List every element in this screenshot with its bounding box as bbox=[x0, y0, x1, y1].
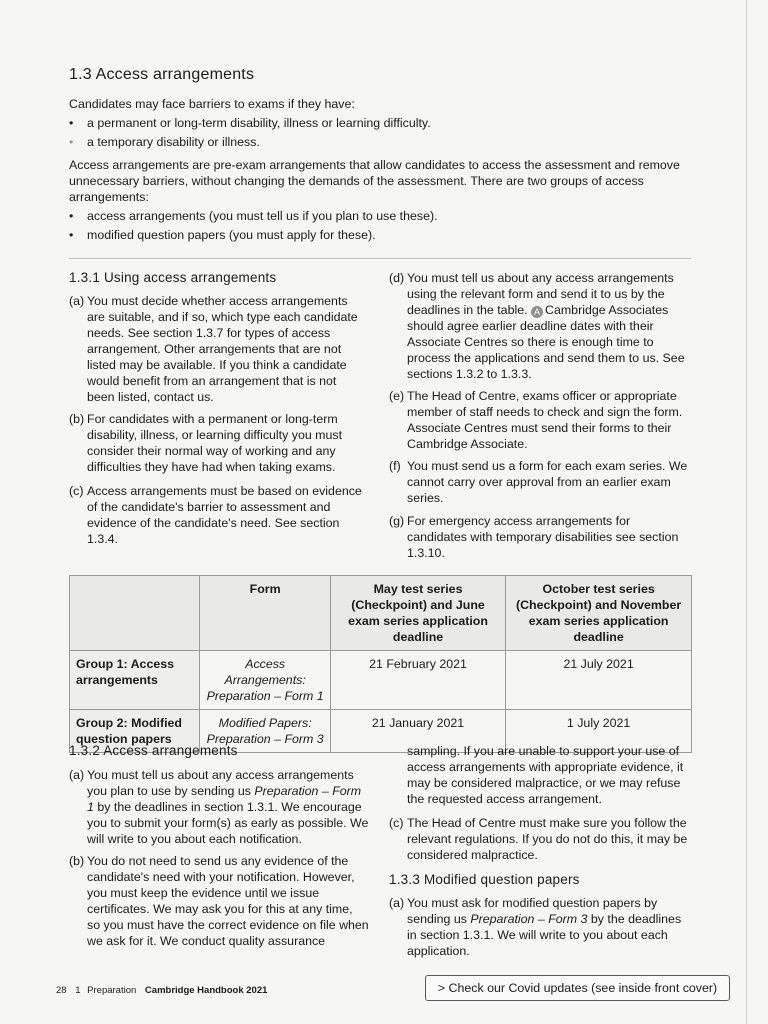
table-cell: 21 July 2021 bbox=[506, 651, 692, 710]
bullet-item: • access arrangements (you must tell us if you plan to use these). bbox=[69, 209, 438, 223]
table-cell: Group 1: Access arrangements bbox=[70, 651, 200, 710]
list-item: (e) The Head of Centre, exams officer or appropriate member of staff needs to check and sign the form. Associate Centres must send their forms to their Cambridge Associate. bbox=[389, 389, 683, 451]
table-header-cell: Form bbox=[200, 576, 330, 651]
list-item: (d) You must tell us about any access arrangements using the relevant form and send it to us by the deadlines in the table. A Cambridge Associates should agree earlier deadline dates with their Associate Centres so there is enough time to process the applications and send them to us. See sections 1.3.2 to 1.3.3. bbox=[389, 271, 685, 381]
table-header-cell: October test series (Checkpoint) and November exam series application deadline bbox=[506, 576, 692, 651]
table-row bbox=[70, 651, 692, 710]
divider bbox=[69, 258, 691, 259]
covid-updates-link[interactable]: > Check our Covid updates (see inside front cover) bbox=[425, 975, 730, 1001]
deadlines-table bbox=[69, 575, 692, 753]
list-item: (c) The Head of Centre must make sure you follow the relevant regulations. If you do not do this, it may be considered malpractice. bbox=[389, 816, 688, 862]
section-title: 1.3 Access arrangements bbox=[69, 66, 255, 83]
table-header-cell: May test series (Checkpoint) and June exam series application deadline bbox=[330, 576, 505, 651]
list-item: (a) You must decide whether access arrangements are suitable, and if so, which type each candidate needs. See section 1.3.7 for types of access arrangement. Other arrangements that are not listed may be available. If you think a candidate would benefit from an arrangement that is not been listed, contact us. bbox=[69, 294, 358, 404]
list-item: (b) For candidates with a permanent or long-term disability, illness, or learning difficulty you must consider their normal way of working and any difficulties they have had when taking exams. bbox=[69, 412, 343, 474]
subsection-title-133: 1.3.3 Modified question papers bbox=[389, 872, 580, 887]
table-cell: Modified Papers: Preparation – Form 3 bbox=[200, 710, 330, 753]
handbook-title: Cambridge Handbook 2021 bbox=[144, 985, 268, 996]
table-cell: 21 February 2021 bbox=[330, 651, 505, 710]
list-item: (g) For emergency access arrangements for candidates with temporary disabilities see section 1.3.10. bbox=[389, 514, 679, 560]
page-edge bbox=[746, 0, 747, 1024]
bullet-item: • a permanent or long-term disability, illness or learning difficulty. bbox=[69, 116, 431, 130]
subsection-title-132: 1.3.2 Access arrangements bbox=[69, 743, 238, 758]
table-cell: 1 July 2021 bbox=[506, 710, 692, 753]
table-cell: Group 2: Modified question papers bbox=[70, 710, 200, 753]
chapter-number: 1 bbox=[75, 985, 81, 996]
table-header-cell bbox=[70, 576, 200, 651]
chapter-name: Preparation bbox=[87, 985, 137, 996]
table-cell: Access Arrangements: Preparation – Form 1 bbox=[200, 651, 330, 710]
table-cell: 21 January 2021 bbox=[330, 710, 505, 753]
list-item: (a) You must tell us about any access arrangements you plan to use by sending us Preparation – Form 1 by the deadlines in section 1.3.1. We encourage you to submit your form(s) as early as possible. We will write to you about each notification. bbox=[69, 768, 369, 846]
list-item: (c) Access arrangements must be based on evidence of the candidate's barrier to assessment and evidence of the candidate's need. See section 1.3.4. bbox=[69, 484, 362, 546]
page-number: 28 bbox=[56, 985, 67, 996]
list-item: sampling. If you are unable to support your use of access arrangements with appropriate evidence, it may be considered malpractice, or we may refuse the requested access arrangement. bbox=[407, 744, 684, 806]
list-item: (b) You do not need to send us any evidence of the candidate's need with your notification. However, you must keep the evidence until we issue certificates. We may ask you for this at any time, so you must have the correct evidence on file when we ask for it. We conduct quality assurance bbox=[69, 854, 369, 948]
associates-badge-icon: A bbox=[531, 306, 543, 318]
subsection-title-131: 1.3.1 Using access arrangements bbox=[69, 270, 277, 285]
bullet-item: • a temporary disability or illness. bbox=[69, 135, 260, 149]
page-footer bbox=[56, 985, 267, 996]
intro-text: Candidates may face barriers to exams if they have: bbox=[69, 97, 355, 111]
list-item: (f) You must send us a form for each exam series. We cannot carry over approval from an earlier exam series. bbox=[389, 459, 688, 505]
bullet-item: • modified question papers (you must apply for these). bbox=[69, 228, 376, 242]
list-item: (a) You must ask for modified question papers by sending us Preparation – Form 3 by the deadlines in section 1.3.1. We will write to you about each application. bbox=[389, 896, 682, 958]
intro-text-2: Access arrangements are pre-exam arrangements that allow candidates to access the assessment and remove unnecessary barriers, without changing the demands of the assessment. There are two groups of access arrangements: bbox=[69, 158, 680, 204]
table-header-row bbox=[70, 576, 692, 651]
